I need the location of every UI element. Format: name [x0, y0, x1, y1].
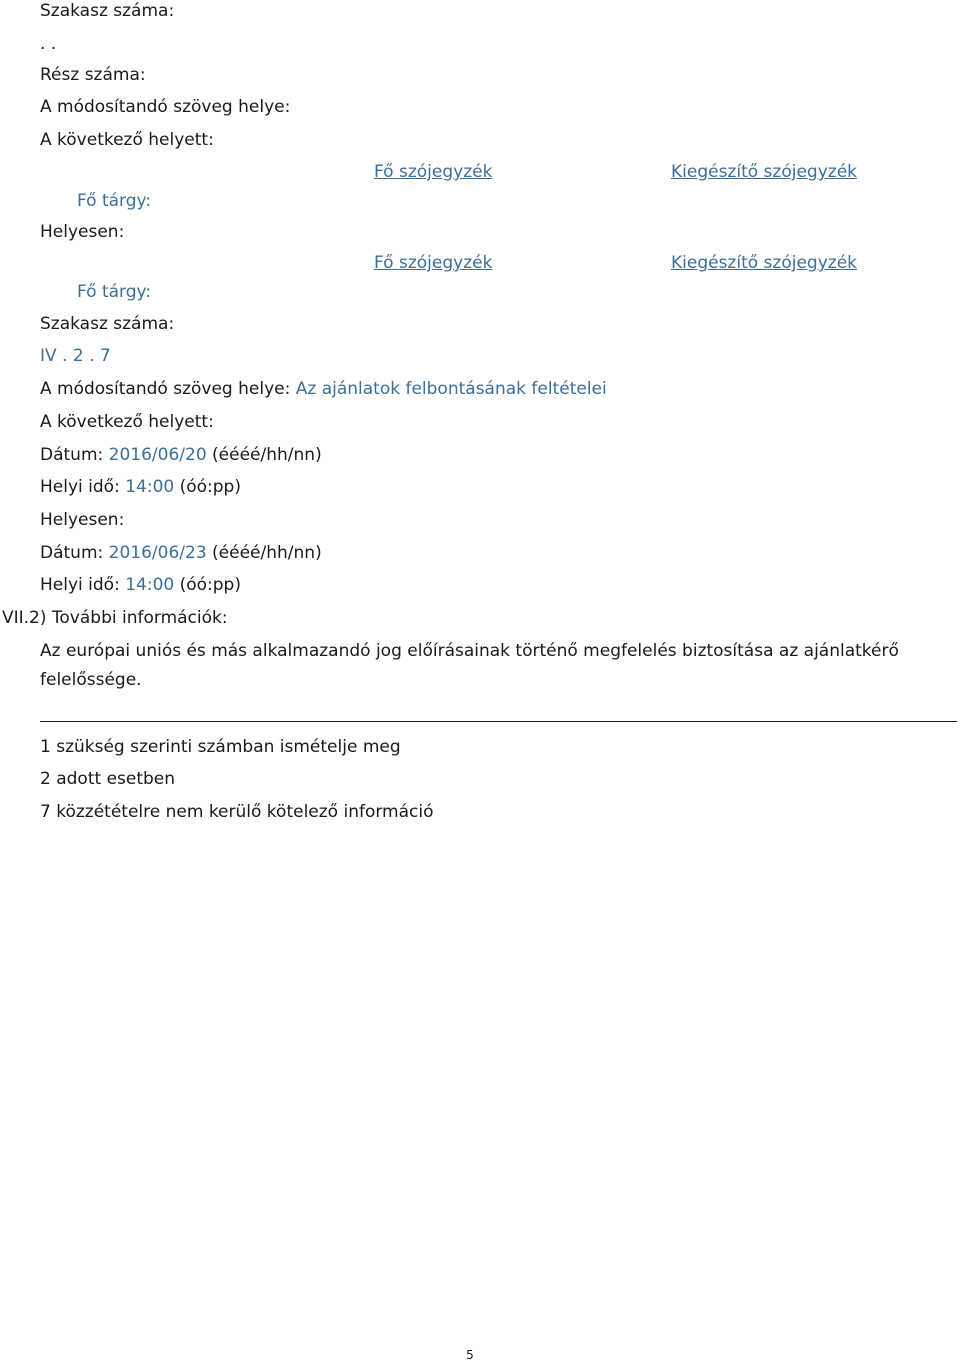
- time-format: (óó:pp): [179, 477, 241, 497]
- date-old-row: [40, 447, 322, 464]
- text-location-row: [40, 381, 607, 398]
- time-new-value: 14:00: [125, 575, 175, 595]
- correct-label-2: Helyesen:: [40, 510, 125, 530]
- page-number: 5: [466, 1348, 474, 1362]
- date-new-row: [40, 545, 322, 562]
- text-location-label: A módosítandó szöveg helye:: [40, 97, 291, 117]
- time-label: Helyi idő:: [40, 477, 120, 497]
- time-old-value: 14:00: [125, 477, 175, 497]
- supplementary-vocabulary-link-2[interactable]: Kiegészítő szójegyzék: [671, 253, 857, 273]
- date-label-2: Dátum:: [40, 543, 104, 563]
- time-new-row: [40, 577, 241, 594]
- time-old-row: [40, 479, 241, 496]
- date-new-value: 2016/06/23: [108, 543, 207, 563]
- instead-of-label: A következő helyett:: [40, 130, 214, 150]
- footnote-divider: [40, 721, 957, 722]
- main-subject-label-2: Fő tárgy:: [77, 282, 152, 302]
- text-location-value: Az ajánlatok felbontásának feltételei: [295, 379, 607, 399]
- time-label-2: Helyi idő:: [40, 575, 120, 595]
- time-format-2: (óó:pp): [179, 575, 241, 595]
- supplementary-vocabulary-link[interactable]: Kiegészítő szójegyzék: [671, 162, 857, 182]
- footnote-2: 2 adott esetben: [40, 769, 176, 789]
- main-vocabulary-link-2[interactable]: Fő szójegyzék: [374, 253, 493, 273]
- date-format-2: (éééé/hh/nn): [212, 543, 322, 563]
- section-number-value: . .: [40, 34, 57, 54]
- main-vocabulary-link[interactable]: Fő szójegyzék: [374, 162, 493, 182]
- footnote-1: 1 szükség szerinti számban ismételje meg: [40, 737, 401, 757]
- date-label: Dátum:: [40, 445, 104, 465]
- part-number-label: Rész száma:: [40, 65, 146, 85]
- text-location-label-2: A módosítandó szöveg helye:: [40, 379, 291, 399]
- footnote-7: 7 közzétételre nem kerülő kötelező információ: [40, 802, 434, 822]
- additional-info-heading: VII.2) További információk:: [2, 608, 228, 628]
- main-subject-label: Fő tárgy:: [77, 191, 152, 211]
- correct-label: Helyesen:: [40, 222, 125, 242]
- section-number-label: Szakasz száma:: [40, 1, 175, 21]
- section-number-label-2: Szakasz száma:: [40, 314, 175, 334]
- date-old-value: 2016/06/20: [108, 445, 207, 465]
- instead-of-label-2: A következő helyett:: [40, 412, 214, 432]
- section-number-value-2: IV . 2 . 7: [40, 346, 111, 366]
- additional-info-paragraph: Az európai uniós és más alkalmazandó jog előírásainak történő megfelelés biztosítása az ajánlatkérő felelőssége.: [40, 641, 899, 690]
- date-format: (éééé/hh/nn): [212, 445, 322, 465]
